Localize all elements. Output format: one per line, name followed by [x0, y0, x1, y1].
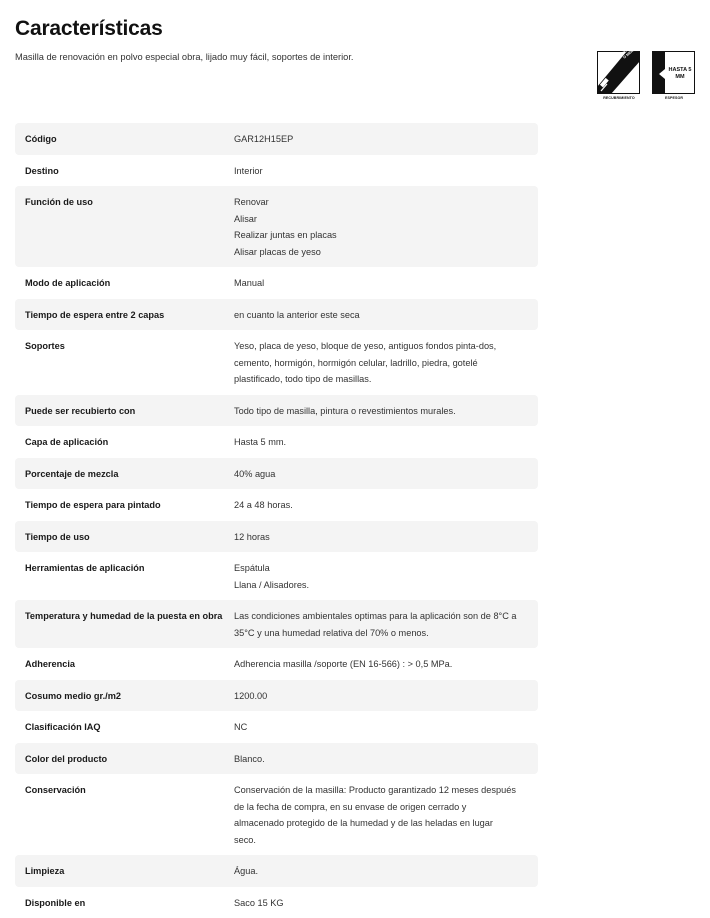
table-row: [15, 648, 538, 680]
row-value: [234, 338, 528, 388]
table-row: [15, 743, 538, 775]
row-value: [234, 275, 528, 292]
row-value-line: Realizar juntas en placas: [234, 227, 528, 244]
recubrimiento-badge: [597, 51, 641, 100]
row-value-line: plastificado, todo tipo de masillas.: [234, 371, 528, 388]
product-description: Masilla de renovación en polvo especial obra, lijado muy fácil, soportes de interior.: [15, 52, 354, 62]
row-value: [234, 307, 528, 324]
row-label: Limpieza: [25, 863, 234, 880]
row-value: [234, 895, 528, 912]
row-value-line: 12 horas: [234, 529, 528, 546]
table-row: [15, 774, 538, 855]
row-value: [234, 497, 528, 514]
row-value-line: en cuanto la anterior este seca: [234, 307, 528, 324]
row-value: [234, 403, 528, 420]
row-value-line: Blanco.: [234, 751, 528, 768]
row-value-line: Alisar: [234, 211, 528, 228]
row-value: [234, 608, 528, 641]
table-row: [15, 600, 538, 648]
page-title: Características: [15, 17, 163, 41]
table-row: [15, 267, 538, 299]
row-value: [234, 434, 528, 451]
row-label: Temperatura y humedad de la puesta en obra: [25, 608, 234, 641]
row-value-line: Alisar placas de yeso: [234, 244, 528, 261]
row-label: Tiempo de espera para pintado: [25, 497, 234, 514]
table-row: [15, 552, 538, 600]
table-row: [15, 426, 538, 458]
row-label: Soportes: [25, 338, 234, 388]
row-value-line: Hasta 5 mm.: [234, 434, 528, 451]
table-row: [15, 186, 538, 267]
table-row: [15, 299, 538, 331]
row-value: [234, 194, 528, 260]
row-value-line: GAR12H15EP: [234, 131, 528, 148]
row-value-line: Yeso, placa de yeso, bloque de yeso, antiguos fondos pinta-dos,: [234, 338, 528, 355]
row-label: Modo de aplicación: [25, 275, 234, 292]
row-label: Adherencia: [25, 656, 234, 673]
row-label: Tiempo de espera entre 2 capas: [25, 307, 234, 324]
row-value: [234, 560, 528, 593]
row-value: [234, 656, 528, 673]
row-label: Código: [25, 131, 234, 148]
row-value-line: Manual: [234, 275, 528, 292]
row-value: [234, 719, 528, 736]
row-value-line: Adherencia masilla /soporte (EN 16-566) : > 0,5 MPa.: [234, 656, 528, 673]
row-value-line: NC: [234, 719, 528, 736]
row-value-line: Llana / Alisadores.: [234, 577, 528, 594]
espesor-badge-text: HASTA 5 MM: [668, 67, 692, 80]
row-value-line: Interior: [234, 163, 528, 180]
row-value-line: de la fecha de compra, en su envase de origen cerrado y: [234, 799, 528, 816]
row-value: [234, 688, 528, 705]
row-label: Tiempo de uso: [25, 529, 234, 546]
row-value-line: Saco 15 KG: [234, 895, 528, 912]
row-label: Función de uso: [25, 194, 234, 260]
row-label: Destino: [25, 163, 234, 180]
row-value: [234, 163, 528, 180]
row-value-line: Renovar: [234, 194, 528, 211]
row-label: Puede ser recubierto con: [25, 403, 234, 420]
row-label: Cosumo medio gr./m2: [25, 688, 234, 705]
table-row: [15, 155, 538, 187]
table-row: [15, 521, 538, 553]
row-value-line: Conservación de la masilla: Producto garantizado 12 meses después: [234, 782, 528, 799]
table-row: [15, 711, 538, 743]
characteristics-table: [15, 123, 538, 918]
row-value-line: 24 a 48 horas.: [234, 497, 528, 514]
row-value: [234, 131, 528, 148]
row-label: Conservación: [25, 782, 234, 848]
row-label: Disponible en: [25, 895, 234, 912]
table-row: [15, 458, 538, 490]
row-value-line: almacenado protegido de la humedad y de las heladas en lugar: [234, 815, 528, 832]
row-label: Herramientas de aplicación: [25, 560, 234, 593]
row-value: [234, 863, 528, 880]
espesor-badge: [652, 51, 696, 100]
row-label: Clasificación IAQ: [25, 719, 234, 736]
table-row: [15, 489, 538, 521]
row-label: Color del producto: [25, 751, 234, 768]
row-value-line: 1200.00: [234, 688, 528, 705]
row-value-line: Todo tipo de masilla, pintura o revestimientos murales.: [234, 403, 528, 420]
row-value: [234, 782, 528, 848]
table-row: [15, 395, 538, 427]
row-value-line: Las condiciones ambientales optimas para la aplicación son de 8°C a: [234, 608, 528, 625]
row-value-line: Água.: [234, 863, 528, 880]
row-value-line: 35°C y una humedad relativa del 70% o menos.: [234, 625, 528, 642]
table-row: [15, 680, 538, 712]
row-value-line: seco.: [234, 832, 528, 849]
row-label: Capa de aplicación: [25, 434, 234, 451]
espesor-caption: ESPESOR: [652, 96, 696, 100]
table-row: [15, 887, 538, 918]
row-value: [234, 751, 528, 768]
row-value: [234, 529, 528, 546]
table-row: [15, 855, 538, 887]
row-value-line: 40% agua: [234, 466, 528, 483]
row-label: Porcentaje de mezcla: [25, 466, 234, 483]
table-row: [15, 330, 538, 395]
row-value: [234, 466, 528, 483]
recubrimiento-badge-text: PINTA EN 2H O MENOS: [618, 41, 641, 62]
row-value-line: Espátula: [234, 560, 528, 577]
table-row: [15, 123, 538, 155]
recubrimiento-caption: RECUBRIMIENTO: [597, 96, 641, 100]
paint-roller-icon: [597, 51, 640, 94]
feature-badges: [597, 51, 697, 103]
row-value-line: cemento, hormigón, hormigón celular, ladrillo, piedra, gotelé: [234, 355, 528, 372]
